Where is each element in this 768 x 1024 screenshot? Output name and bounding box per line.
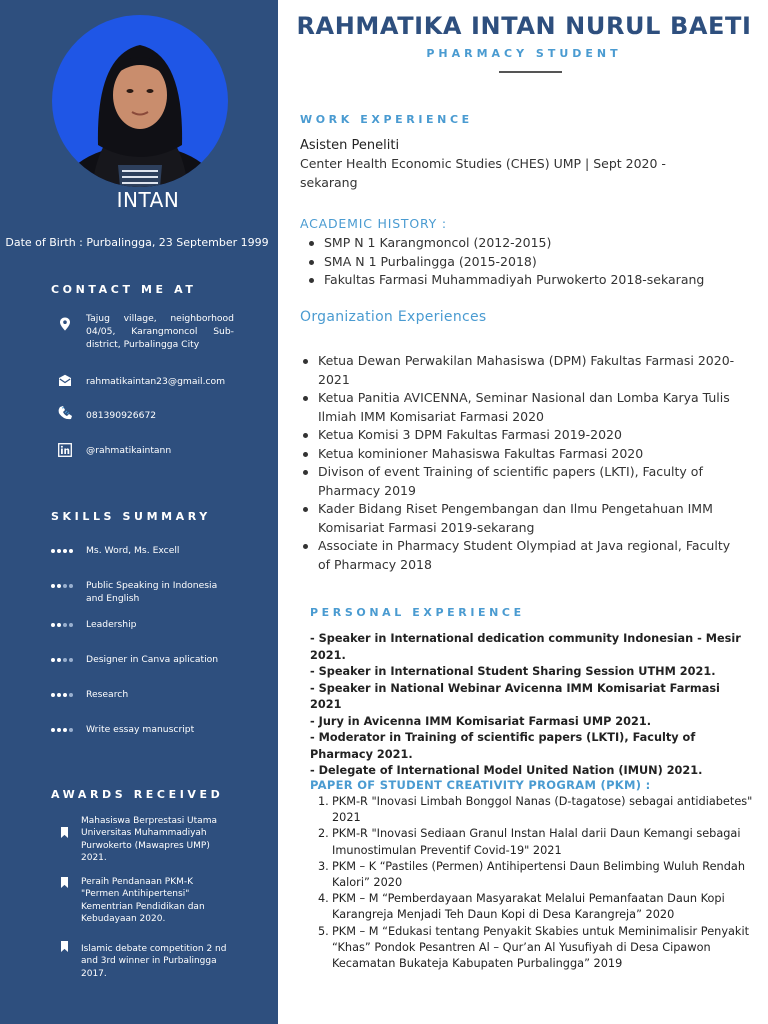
pkm-number: 5. [318,924,329,938]
pkm-item [314,826,754,858]
work-experience-heading: WORK EXPERIENCE [300,113,473,126]
pkm-number: 2. [318,827,329,841]
skill-dot [63,658,67,662]
skill-dot [57,658,61,662]
skill-dot [51,549,55,553]
organization-item: Ketua kominioner Mahasiswa Fakultas Farmasi 2020 [300,445,740,464]
contact-linkedin[interactable]: @rahmatikaintann [86,445,172,456]
academic-item: SMP N 1 Karangmoncol (2012-2015) [306,234,746,253]
organization-heading: Organization Experiences [300,309,487,325]
pkm-text: PKM-R "Inovasi Limbah Bonggol Nanas (D-tagatose) sebagai antidiabetes" 2021 [332,795,753,825]
pkm-text: PKM – M “Pemberdayaan Masyarakat Melalui Pemanfaatan Daun Kopi Karangreja Menjadi Teh Daun Kopi di Desa Karangreja” 2020 [332,892,725,922]
skill-dot [57,693,61,697]
pkm-list [314,794,754,972]
work-detail: Center Health Economic Studies (CHES) UMP | Sept 2020 - sekarang [300,156,666,190]
skill-dot [57,623,61,627]
contact-phone: 081390926672 [86,410,157,421]
linkedin-icon [58,443,72,457]
personal-item: - Speaker in International Student Sharing Session UTHM 2021. [310,665,716,678]
bookmark-icon [61,877,68,888]
skill-label: Designer in Canva aplication [86,654,219,665]
title-divider [499,71,562,73]
skill-level-dots [51,546,75,556]
location-pin-icon [58,317,72,331]
pkm-number: 3. [318,859,329,873]
skill-level-dots [51,690,75,700]
pkm-item [314,924,754,973]
skill-level-dots [51,581,75,591]
skill-dot [57,549,61,553]
skill-dot [63,549,67,553]
pkm-number: 1. [318,795,329,808]
pkm-heading: PAPER OF STUDENT CREATIVITY PROGRAM (PKM) : [310,778,651,792]
skill-dot [63,728,67,732]
skill-label: Public Speaking in Indonesia and English [86,580,218,604]
personal-item: - Jury in Avicenna IMM Komisariat Farmasi UMP 2021. [310,714,652,728]
skill-level-dots [51,725,75,735]
bookmark-icon [61,941,68,952]
pkm-item [314,859,754,891]
pkm-text: PKM – M “Edukasi tentang Penyakit Skabies untuk Meminimalisir Penyakit “Khas” Pondok Pesantren Al – Qur’an Al Yusufiyah di Desa Cipawon Kecamatan Bukateja Kabupaten Purbalingga” 2019 [332,924,750,971]
skill-dot [51,658,55,662]
skill-dot [69,623,73,627]
award-item: Islamic debate competition 2 nd and 3rd winner in Purbalingga 2017. [81,944,227,979]
pkm-item [314,891,754,923]
skill-dot [63,584,67,588]
sidebar [0,0,278,1024]
profile-photo [52,15,228,187]
skill-dot [69,584,73,588]
organization-item: Ketua Panitia AVICENNA, Seminar Nasional dan Lomba Karya Tulis Ilmiah IMM Komisariat Farmasi 2020 [300,389,740,426]
skills-heading: SKILLS SUMMARY [51,510,211,523]
awards-heading: AWARDS RECEIVED [51,788,224,801]
personal-item: - Delegate of International Model United Nation (IMUN) 2021. [310,764,703,777]
skill-label: Research [86,689,129,700]
personal-item: - Moderator in Training of scientific papers (LKTI), Faculty of Pharmacy 2021. [310,731,696,761]
envelope-icon [58,374,72,388]
profile-photo-illustration [52,15,228,187]
personal-item: - Speaker in National Webinar Avicenna IMM Komisariat Farmasi 2021 [310,681,720,711]
personal-item: - Speaker in International dedication community Indonesian - Mesir 2021. [310,632,741,662]
organization-item: Ketua Komisi 3 DPM Fakultas Farmasi 2019-2020 [300,426,740,445]
pkm-item [314,794,754,826]
skill-label: Write essay manuscript [86,724,195,735]
award-item: Peraih Pendanaan PKM-K "Permen Antihipertensi" Kementrian Pendidikan dan Kebudayaan 2020. [81,877,205,924]
pkm-number: 4. [318,892,329,906]
academic-item: Fakultas Farmasi Muhammadiyah Purwokerto 2018-sekarang [306,271,746,290]
award-item: Mahasiswa Berprestasi Utama Universitas Muhammadiyah Purwokerto (Mawapres UMP) 2021. [81,816,217,863]
skill-dot [69,693,73,697]
pkm-text: PKM – K “Pastiles (Permen) Antihipertensi Daun Belimbing Wuluh Rendah Kalori” 2020 [332,859,745,890]
date-of-birth: Date of Birth : Purbalingga, 23 September 1999 [5,236,269,249]
contact-email[interactable]: rahmatikaintan23@gmail.com [86,376,226,387]
organization-item: Associate in Pharmacy Student Olympiad at Java regional, Faculty of Pharmacy 2018 [300,537,740,574]
organization-item: Ketua Dewan Perwakilan Mahasiswa (DPM) Fakultas Farmasi 2020-2021 [300,352,740,389]
skill-dot [51,584,55,588]
contact-heading: CONTACT ME AT [51,283,197,296]
work-role: Asisten Peneliti [300,138,400,153]
organization-list [300,352,740,574]
personal-experience-heading: PERSONAL EXPERIENCE [310,606,525,619]
phone-icon [56,405,73,422]
skill-label: Leadership [86,619,137,630]
skill-dot [57,584,61,588]
skill-dot [69,549,73,553]
personal-experience-list [310,631,750,780]
organization-item: Divison of event Training of scientific papers (LKTI), Faculty of Pharmacy 2019 [300,463,740,500]
skill-dot [69,728,73,732]
skill-dot [69,658,73,662]
academic-item: SMA N 1 Purbalingga (2015-2018) [306,253,746,272]
bookmark-icon [61,827,68,838]
pkm-text: PKM-R "Inovasi Sediaan Granul Instan Halal darii Daun Kemangi sebagai Imunostimulan Preventif Covid-19" 2021 [332,827,741,857]
skill-dot [51,728,55,732]
skill-dot [51,623,55,627]
sidebar-name: INTAN [116,188,180,212]
skill-dot [57,728,61,732]
page-title: RAHMATIKA INTAN NURUL BAETI [296,12,752,40]
skill-label: Ms. Word, Ms. Excell [86,545,180,556]
skill-dot [51,693,55,697]
skill-level-dots [51,620,75,630]
page-subtitle: PHARMACY STUDENT [426,47,622,60]
skill-level-dots [51,655,75,665]
skill-dot [63,623,67,627]
academic-history-heading: ACADEMIC HISTORY : [300,216,447,231]
academic-list [306,234,746,290]
organization-item: Kader Bidang Riset Pengembangan dan Ilmu Pengetahuan IMM Komisariat Farmasi 2019-sekarang [300,500,740,537]
contact-address: Tajug village, neighborhood 04/05, Karangmoncol Sub-district, Purbalingga City [86,313,234,350]
skill-dot [63,693,67,697]
